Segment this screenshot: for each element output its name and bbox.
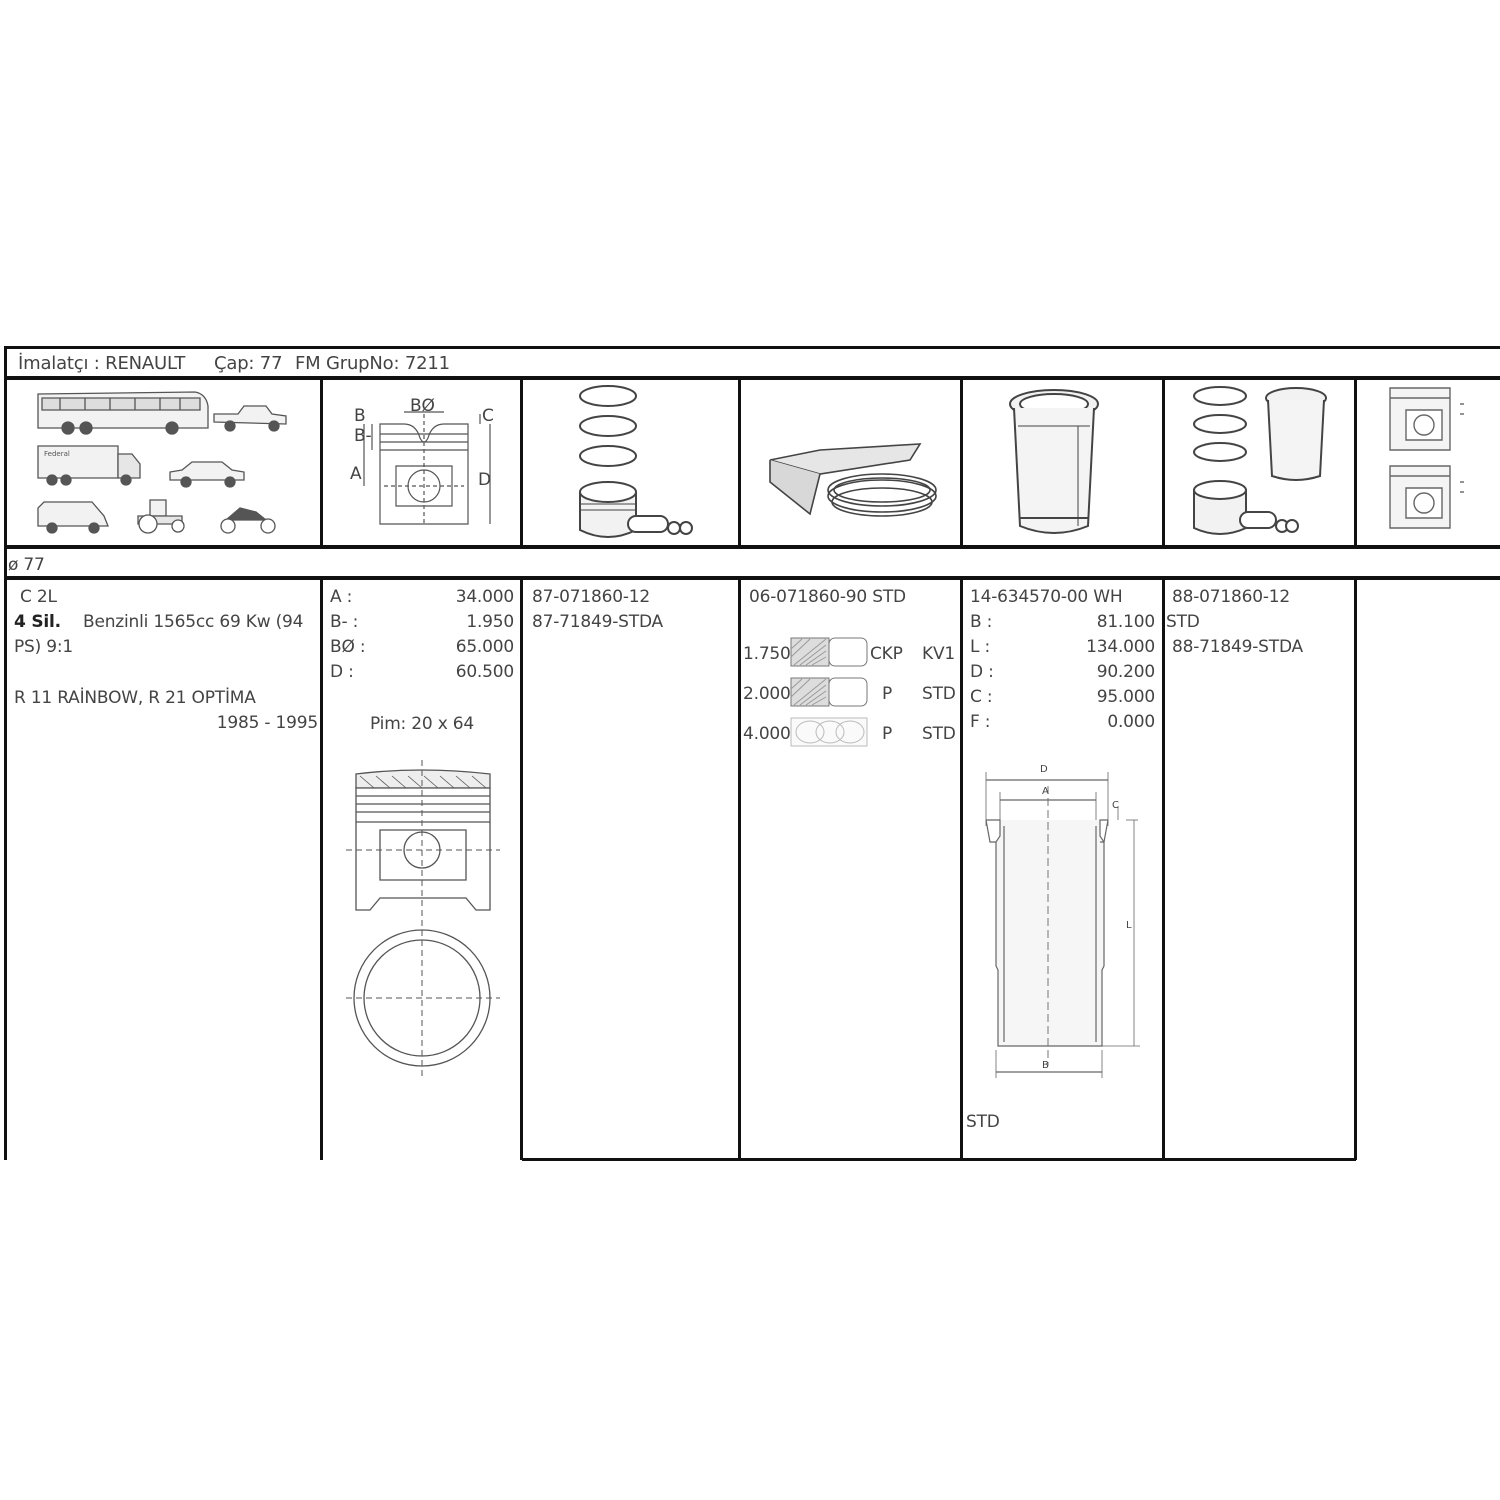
- engine-description-2: PS) 9:1: [14, 637, 74, 657]
- liner-dim-value-d: 90.200: [1096, 662, 1155, 682]
- piston-section-image: [1386, 384, 1476, 544]
- liner-diagram-label-c: C: [1112, 800, 1119, 811]
- liner-technical-drawing: [978, 766, 1148, 1086]
- left-border: [4, 346, 7, 1160]
- ring-3-grade: STD: [922, 724, 956, 744]
- col-divider-3: [738, 378, 741, 548]
- liner-dim-value-l: 134.000: [1086, 637, 1155, 657]
- col-divider-2b: [520, 578, 523, 1160]
- ring-3-type: P: [882, 724, 893, 744]
- svg-text:Federal: Federal: [44, 450, 70, 458]
- liner-dim-label-l: L :: [970, 637, 991, 657]
- piston-technical-drawing: [340, 760, 510, 1080]
- ring-set-code: 06-071860-90 STD: [749, 587, 906, 607]
- col-divider-5b: [1162, 578, 1165, 1160]
- piston-dim-label-bo: BØ :: [330, 637, 366, 657]
- col-divider-1: [320, 378, 323, 548]
- liner-dim-label-b: B :: [970, 612, 993, 632]
- manufacturer-label: İmalatçı : RENAULT: [18, 353, 186, 374]
- set-code-2: 88-71849-STDA: [1172, 637, 1303, 657]
- pin-size: Pim: 20 x 64: [370, 714, 475, 734]
- engine-description-1: Benzinli 1565cc 69 Kw (94: [83, 612, 304, 632]
- top-border: [4, 346, 1500, 349]
- ring-3-profile: [790, 717, 868, 747]
- set-code-1: 88-071860-12: [1172, 587, 1291, 607]
- kit-code-2: 87-71849-STDA: [532, 612, 663, 632]
- piston-dim-label-a: A :: [330, 587, 353, 607]
- piston-dim-value-b: 1.950: [466, 612, 514, 632]
- diameter-bottom-line: [4, 576, 1500, 580]
- bus-icon: [38, 392, 208, 434]
- van-icon: [38, 502, 108, 533]
- liner-dim-value-c: 95.000: [1096, 687, 1155, 707]
- liner-dim-label-c: C :: [970, 687, 993, 707]
- ring-2-thickness: 2.000: [743, 684, 791, 704]
- kit-code-1: 87-071860-12: [532, 587, 651, 607]
- ring-3-thickness: 4.000: [743, 724, 791, 744]
- col-divider-6b: [1354, 578, 1357, 1160]
- ring-set-image: [760, 430, 940, 530]
- cylinder-liner-image: [1004, 386, 1104, 541]
- liner-diagram-label-b: B: [1042, 1060, 1049, 1071]
- ring-1-grade: KV1: [922, 644, 955, 664]
- ring-1-profile: [790, 637, 868, 667]
- piston-dim-value-bo: 65.000: [455, 637, 514, 657]
- vehicle-icons: [30, 384, 300, 539]
- ring-1-thickness: 1.750: [743, 644, 791, 664]
- production-years: 1985 - 1995: [216, 713, 318, 733]
- liner-diagram-label-a: A: [1042, 786, 1049, 797]
- bore-label: Çap: 77: [214, 353, 283, 374]
- complete-set-image: [1186, 380, 1336, 545]
- ring-1-type: CKP: [870, 644, 903, 664]
- col-divider-1b: [320, 578, 323, 1160]
- diagram-label-c: C: [482, 406, 494, 426]
- col-divider-6: [1354, 378, 1357, 548]
- engine-code: C 2L: [20, 587, 57, 607]
- piston-dim-value-d: 60.500: [455, 662, 514, 682]
- diagram-label-bo: BØ: [410, 396, 435, 416]
- ring-2-type: P: [882, 684, 893, 704]
- set-note: STD: [1166, 612, 1200, 632]
- col-divider-4b: [960, 578, 963, 1160]
- diagram-label-d: D: [478, 470, 491, 490]
- ring-2-grade: STD: [922, 684, 956, 704]
- diameter-label: ø 77: [8, 555, 45, 575]
- liner-diagram-label-l: L: [1126, 920, 1132, 931]
- piston-kit-image: [570, 380, 700, 545]
- piston-dim-label-b: B- :: [330, 612, 359, 632]
- vehicle-models: R 11 RAİNBOW, R 21 OPTİMA: [14, 688, 256, 708]
- truck-icon: [38, 446, 140, 485]
- images-bottom-line: [4, 545, 1500, 549]
- tractor-icon: [138, 500, 184, 533]
- liner-dim-label-f: F :: [970, 712, 991, 732]
- liner-code: 14-634570-00 WH: [970, 587, 1123, 607]
- motorcycle-icon: [221, 508, 275, 533]
- col-divider-5: [1162, 378, 1165, 548]
- diagram-label-a: A: [350, 464, 362, 484]
- diagram-label-b-minus: B-: [354, 426, 372, 446]
- liner-diagram-label-d: D: [1040, 764, 1048, 775]
- diagram-label-b: B: [354, 406, 366, 426]
- ring-2-profile: [790, 677, 868, 707]
- liner-note: STD: [966, 1112, 1000, 1132]
- liner-dim-value-b: 81.100: [1096, 612, 1155, 632]
- group-label: FM GrupNo: 7211: [295, 353, 450, 374]
- pickup-icon: [214, 406, 286, 431]
- liner-dim-label-d: D :: [970, 662, 994, 682]
- table-bottom-line: [522, 1158, 1356, 1161]
- piston-dim-label-d: D :: [330, 662, 354, 682]
- liner-dim-value-f: 0.000: [1107, 712, 1155, 732]
- cylinder-count: 4 Sil.: [14, 612, 61, 632]
- col-divider-3b: [738, 578, 741, 1160]
- piston-dim-value-a: 34.000: [455, 587, 514, 607]
- col-divider-4: [960, 378, 963, 548]
- col-divider-2: [520, 378, 523, 548]
- car-icon: [170, 462, 244, 487]
